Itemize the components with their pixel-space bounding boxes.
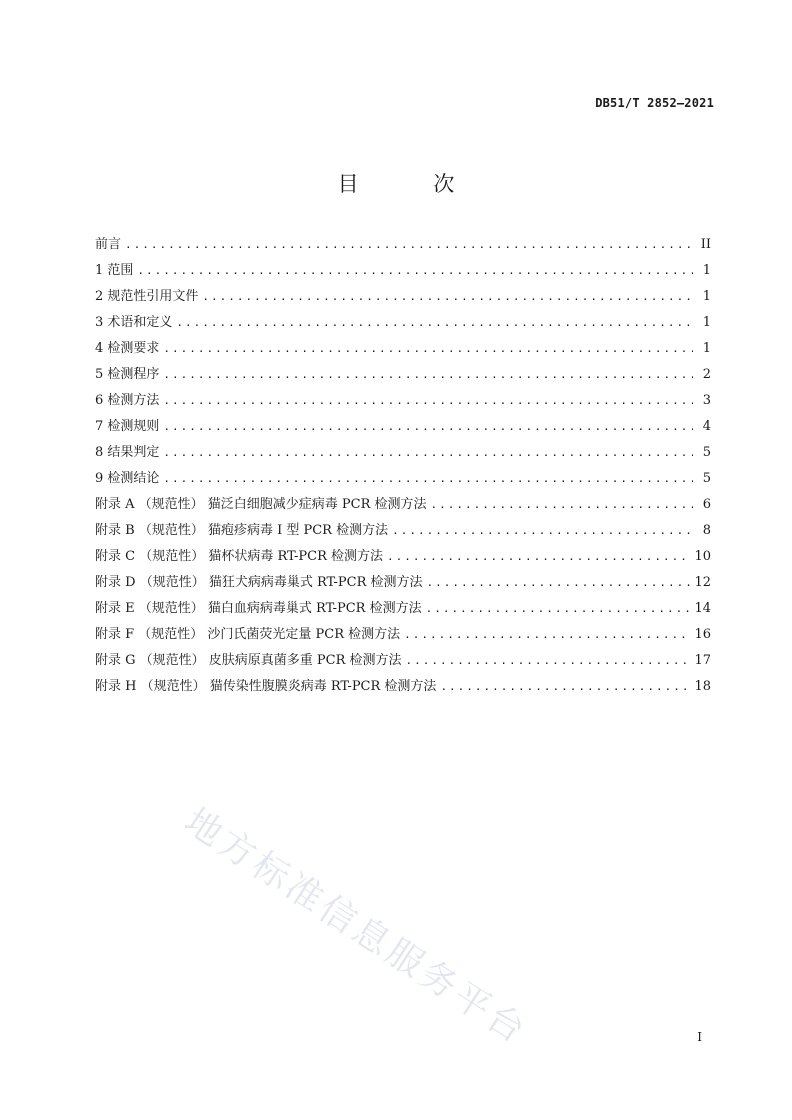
toc-entry-page: 8: [702, 523, 711, 538]
toc-dot-leader: [163, 362, 693, 388]
toc-dot-leader: [404, 622, 690, 648]
toc-entry-page: II: [700, 237, 711, 252]
toc-dot-leader: [137, 258, 693, 284]
toc-entry[interactable]: [95, 570, 711, 596]
toc-entry[interactable]: [95, 336, 711, 362]
table-of-contents: [95, 232, 711, 700]
toc-entry[interactable]: [95, 544, 711, 570]
toc-entry-label: 7 检测规则: [95, 419, 160, 434]
toc-entry-page: 4: [702, 419, 711, 434]
toc-entry-page: 16: [694, 627, 711, 642]
toc-entry-page: 1: [702, 341, 711, 356]
toc-entry-page: 18: [694, 679, 711, 694]
toc-dot-leader: [392, 518, 693, 544]
toc-entry[interactable]: [95, 284, 711, 310]
toc-entry-label: 附录 C （规范性） 猫杯状病毒 RT-PCR 检测方法: [95, 549, 384, 564]
toc-entry-label: 6 检测方法: [95, 393, 160, 408]
toc-entry-page: 1: [702, 289, 711, 304]
toc-entry[interactable]: [95, 648, 711, 674]
toc-entry[interactable]: [95, 622, 711, 648]
toc-entry-label: 2 规范性引用文件: [95, 289, 199, 304]
toc-entry-page: 2: [702, 367, 711, 382]
toc-dot-leader: [427, 570, 691, 596]
toc-entry-page: 12: [694, 575, 711, 590]
toc-dot-leader: [176, 310, 693, 336]
toc-dot-leader: [387, 544, 690, 570]
toc-title: 目 次: [337, 172, 489, 196]
toc-entry-label: 附录 G （规范性） 皮肤病原真菌多重 PCR 检测方法: [95, 653, 402, 668]
toc-entry[interactable]: [95, 596, 711, 622]
toc-entry[interactable]: [95, 492, 711, 518]
toc-entry-label: 前言: [95, 237, 122, 252]
toc-dot-leader: [163, 466, 693, 492]
toc-entry-label: 附录 B （规范性） 猫疱疹病毒 I 型 PCR 检测方法: [95, 523, 389, 538]
toc-entry[interactable]: [95, 440, 711, 466]
toc-entry-page: 5: [702, 445, 711, 460]
toc-entry-label: 附录 F （规范性） 沙门氏菌荧光定量 PCR 检测方法: [95, 627, 401, 642]
toc-dot-leader: [163, 414, 693, 440]
toc-entry[interactable]: [95, 466, 711, 492]
page-number: I: [697, 1030, 702, 1044]
toc-entry[interactable]: [95, 232, 711, 258]
toc-entry-label: 5 检测程序: [95, 367, 160, 382]
toc-entry-label: 3 术语和定义: [95, 315, 173, 330]
toc-dot-leader: [440, 674, 690, 700]
toc-entry-label: 附录 H （规范性） 猫传染性腹膜炎病毒 RT-PCR 检测方法: [95, 679, 437, 694]
toc-entry[interactable]: [95, 310, 711, 336]
toc-entry-page: 10: [694, 549, 711, 564]
toc-entry-page: 14: [694, 601, 711, 616]
toc-entry-page: 1: [702, 315, 711, 330]
toc-entry[interactable]: [95, 518, 711, 544]
toc-dot-leader: [163, 336, 693, 362]
toc-entry-page: 6: [702, 497, 711, 512]
toc-entry-label: 附录 A （规范性） 猫泛白细胞减少症病毒 PCR 检测方法: [95, 497, 427, 512]
toc-dot-leader: [202, 284, 693, 310]
toc-entry[interactable]: [95, 362, 711, 388]
toc-entry-label: 8 结果判定: [95, 445, 160, 460]
document-code: DB51/T 2852—2021: [595, 96, 714, 110]
toc-dot-leader: [431, 492, 693, 518]
toc-dot-leader: [125, 232, 693, 258]
toc-entry[interactable]: [95, 388, 711, 414]
toc-entry[interactable]: [95, 674, 711, 700]
toc-dot-leader: [163, 388, 693, 414]
toc-entry-label: 9 检测结论: [95, 471, 160, 486]
watermark: 地方标准信息服务平台: [177, 800, 536, 1054]
toc-dot-leader: [163, 440, 693, 466]
toc-entry-label: 1 范围: [95, 263, 134, 278]
toc-dot-leader: [406, 648, 691, 674]
toc-entry-page: 3: [702, 393, 711, 408]
toc-entry[interactable]: [95, 258, 711, 284]
toc-entry-page: 17: [694, 653, 711, 668]
toc-entry-page: 5: [702, 471, 711, 486]
toc-entry-label: 附录 D （规范性） 猫狂犬病病毒巢式 RT-PCR 检测方法: [95, 575, 423, 590]
toc-entry-label: 4 检测要求: [95, 341, 160, 356]
toc-dot-leader: [426, 596, 691, 622]
toc-entry-label: 附录 E （规范性） 猫白血病病毒巢式 RT-PCR 检测方法: [95, 601, 422, 616]
toc-entry-page: 1: [702, 263, 711, 278]
toc-entry[interactable]: [95, 414, 711, 440]
